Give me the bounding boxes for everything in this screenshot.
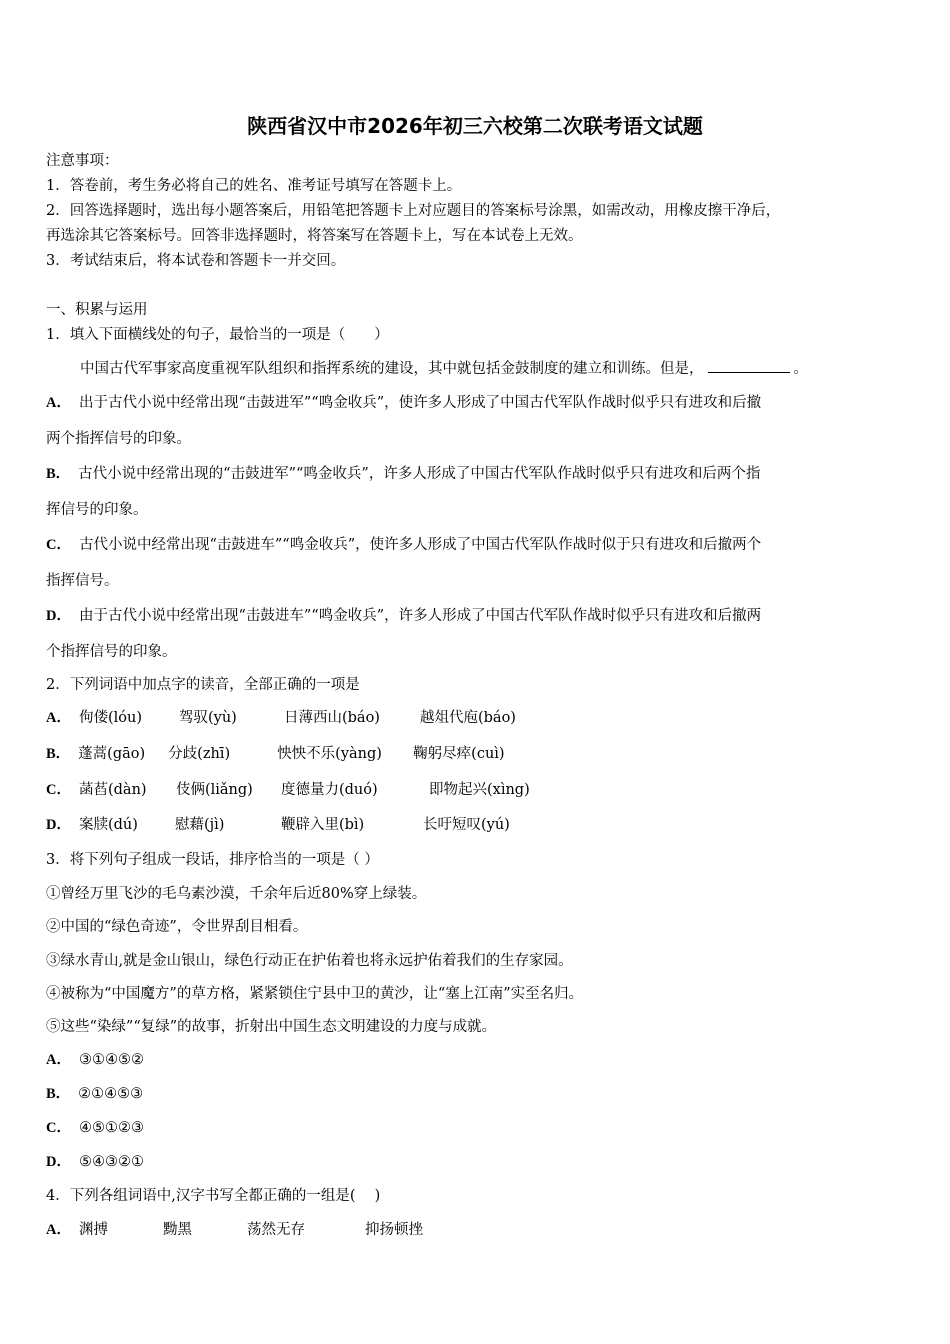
option-letter: A． [46, 1222, 71, 1238]
option-letter: D． [46, 608, 71, 624]
question-4-stem: 4．下列各组词语中,汉字书写全都正确的一组是( ) [46, 1188, 381, 1204]
q3-option-b [46, 1083, 143, 1105]
option-word: 蓬蒿(gāo) [78, 746, 146, 762]
option-word: 鞭辟入里(bì) [280, 817, 365, 833]
notice-item: 2．回答选择题时，选出每小题答案后，用铅笔把答题卡上对应题目的答案标号涂黑，如需改动，用橡皮擦干净后， [46, 203, 781, 219]
option-text: ②①④⑤③ [78, 1086, 144, 1102]
question-1-passage [80, 358, 940, 380]
option-word: 越俎代庖(báo) [419, 710, 516, 726]
answer-blank [708, 358, 790, 373]
option-letter: C． [46, 782, 71, 798]
option-word: 鞠躬尽瘁(cuì) [413, 746, 505, 762]
option-letter: C． [46, 537, 71, 553]
option-letter: B． [46, 746, 71, 762]
question-3-stem: 3．将下列句子组成一段话，排序恰当的一项是（ ） [46, 852, 379, 868]
option-word: 度德量力(duó) [280, 782, 378, 798]
q2-option-a [46, 707, 516, 729]
option-letter: A． [46, 710, 71, 726]
option-word: 怏怏不乐(yàng) [277, 746, 382, 762]
option-word: 日薄西山(báo) [283, 710, 380, 726]
option-word: 驾驭(yù) [178, 710, 237, 726]
option-letter: D． [46, 817, 71, 833]
q4-option-a [46, 1219, 423, 1241]
q3-option-a [46, 1049, 144, 1071]
q1-option-d-cont: 个指挥信号的印象。 [46, 644, 177, 660]
q1-option-b [46, 463, 760, 485]
notice-heading: 注意事项： [46, 153, 119, 169]
q1-option-a [46, 392, 761, 414]
option-word: 菡萏(dàn) [78, 782, 147, 798]
option-letter: A． [46, 1052, 71, 1068]
q3-sentence: ②中国的“绿色奇迹”，令世界刮目相看。 [46, 919, 308, 935]
option-letter: A． [46, 395, 71, 411]
q3-sentence: ③绿水青山,就是金山银山，绿色行动正在护佑着也将永远护佑着我们的生存家园。 [46, 953, 573, 969]
option-word: 黝黑 [162, 1222, 192, 1238]
option-text: ⑤④③②① [78, 1154, 144, 1170]
notice-item: 3．考试结束后，将本试卷和答题卡一并交回。 [46, 253, 346, 269]
passage-text: 中国古代军事家高度重视军队组织和指挥系统的建设，其中就包括金鼓制度的建立和训练。但是， [80, 361, 704, 377]
q3-option-d [46, 1151, 144, 1173]
option-text: 出于古代小说中经常出现“击鼓进军”“鸣金收兵”，使许多人形成了中国古代军队作战时似乎只有进攻和后撤 [78, 395, 762, 411]
option-text: ③①④⑤② [78, 1052, 144, 1068]
q3-sentence: ①曾经万里飞沙的毛乌素沙漠，千余年后近80%穿上绿装。 [46, 886, 427, 902]
page-title: 陕西省汉中市2026年初三六校第二次联考语文试题 [247, 114, 703, 138]
option-word: 长吁短叹(yú) [422, 817, 510, 833]
option-word: 渊搏 [78, 1222, 108, 1238]
option-letter: D． [46, 1154, 71, 1170]
option-text: 由于古代小说中经常出现“击鼓进车”“鸣金收兵”，许多人形成了中国古代军队作战时似乎只有进攻和后撤两 [78, 608, 762, 624]
option-word: 慰藉(jì) [174, 817, 225, 833]
q1-option-d [46, 605, 761, 627]
q3-sentence: ⑤这些“染绿”“复绿”的故事，折射出中国生态文明建设的力度与成就。 [46, 1019, 497, 1035]
q1-option-c [46, 534, 761, 556]
question-2-stem: 2．下列词语中加点字的读音，全部正确的一项是 [46, 677, 360, 693]
option-text: 古代小说中经常出现“击鼓进车”“鸣金收兵”，使许多人形成了中国古代军队作战时似于只有进攻和后撤两个 [78, 537, 762, 553]
option-letter: C． [46, 1120, 71, 1136]
q1-option-a-cont: 两个指挥信号的印象。 [46, 431, 191, 447]
option-text: 古代小说中经常出现的“击鼓进军”“鸣金收兵”，许多人形成了中国古代军队作战时似乎只有进攻和后两个指 [78, 466, 761, 482]
option-letter: B． [46, 466, 71, 482]
option-word: 佝偻(lóu) [78, 710, 143, 726]
q2-option-c [46, 779, 530, 801]
option-word: 伎俩(liǎng) [175, 782, 253, 798]
option-text: ④⑤①②③ [78, 1120, 144, 1136]
q1-option-c-cont: 指挥信号。 [46, 573, 119, 589]
option-word: 即物起兴(xìng) [428, 782, 530, 798]
q2-option-b [46, 743, 505, 765]
option-word: 案牍(dú) [78, 817, 138, 833]
option-letter: B． [46, 1086, 71, 1102]
q3-option-c [46, 1117, 144, 1139]
q1-option-b-cont: 挥信号的印象。 [46, 502, 148, 518]
q2-option-d [46, 814, 510, 836]
notice-item: 1．答卷前，考生务必将自己的姓名、准考证号填写在答题卡上。 [46, 178, 462, 194]
question-1-stem: 1．填入下面横线处的句子，最恰当的一项是（ ） [46, 327, 389, 343]
passage-end: 。 [793, 361, 808, 377]
notice-item: 再选涂其它答案标号。回答非选择题时，将答案写在答题卡上，写在本试卷上无效。 [46, 228, 583, 244]
option-word: 抑扬顿挫 [364, 1222, 423, 1238]
option-word: 分歧(zhī) [168, 746, 231, 762]
q3-sentence: ④被称为“中国魔方”的草方格，紧紧锁住宁县中卫的黄沙，让“塞上江南”实至名归。 [46, 986, 584, 1002]
option-word: 荡然无存 [246, 1222, 305, 1238]
section-heading: 一、积累与运用 [46, 302, 148, 318]
